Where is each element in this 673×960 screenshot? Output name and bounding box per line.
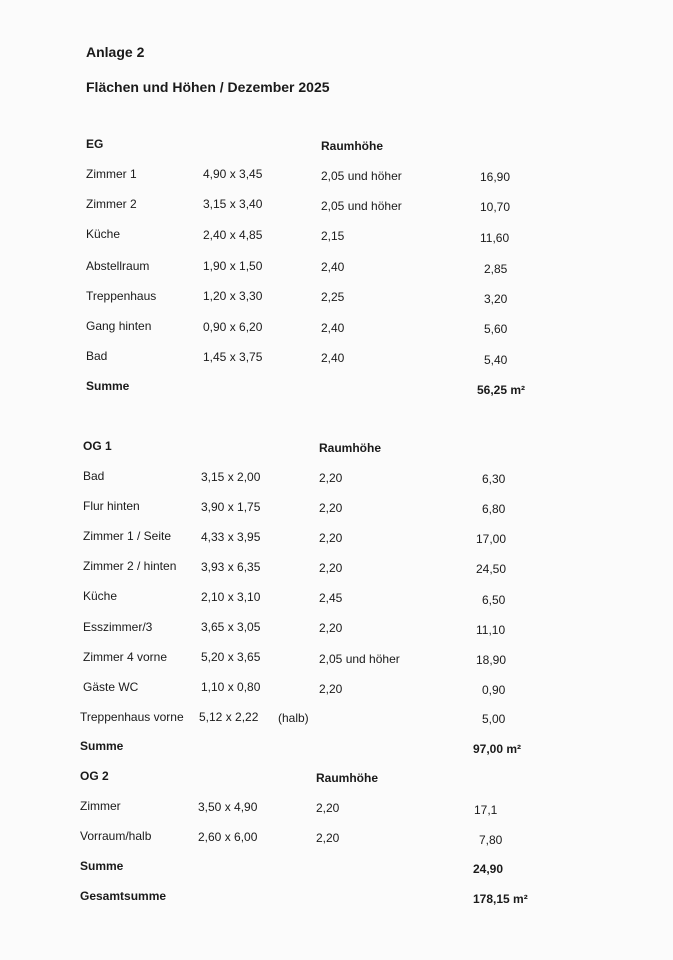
grand-total-value: 178,15 m² [473, 892, 528, 906]
room-height: 2,20 [316, 831, 340, 845]
sum-value-og1: 97,00 m² [473, 742, 522, 756]
attachment-title: Anlage 2 [86, 44, 145, 60]
room-area: 16,90 [480, 170, 511, 184]
room-dimensions: 2,10 x 3,10 [201, 590, 261, 604]
room-dimensions: 3,15 x 3,40 [203, 197, 263, 211]
room-dimensions: 3,93 x 6,35 [201, 560, 261, 574]
room-height: 2,40 [321, 260, 345, 274]
room-name: Zimmer [80, 799, 121, 813]
room-area: 2,85 [484, 262, 508, 276]
height-header-og2: Raumhöhe [316, 771, 379, 785]
room-name: Küche [83, 589, 118, 603]
room-name: Küche [86, 227, 121, 241]
room-height: 2,05 und höher [321, 169, 402, 183]
room-area: 5,60 [484, 322, 508, 336]
room-name: Gang hinten [86, 319, 152, 333]
room-dimensions: 0,90 x 6,20 [203, 320, 263, 334]
room-area: 5,00 [482, 712, 506, 726]
room-name: Gäste WC [83, 680, 139, 694]
room-area: 24,50 [476, 562, 507, 576]
room-dimensions: 5,12 x 2,22 [199, 710, 259, 724]
room-area: 6,50 [482, 593, 506, 607]
room-height: 2,20 [316, 801, 340, 815]
room-height: 2,05 und höher [319, 652, 400, 666]
section-title-og1: OG 1 [83, 439, 112, 453]
room-name: Vorraum/halb [80, 829, 152, 843]
room-name: Treppenhaus [86, 289, 157, 303]
room-height: 2,20 [319, 621, 343, 635]
room-height: 2,25 [321, 290, 345, 304]
room-area: 3,20 [484, 292, 508, 306]
room-height: 2,20 [319, 682, 343, 696]
room-dimensions: 3,65 x 3,05 [201, 620, 261, 634]
room-dimensions: 1,10 x 0,80 [201, 680, 261, 694]
room-area: 11,10 [476, 623, 506, 637]
room-area: 6,30 [482, 472, 506, 486]
room-name: Zimmer 2 [86, 197, 137, 211]
section-title-og2: OG 2 [80, 769, 109, 783]
room-area: 11,60 [480, 231, 510, 245]
room-dimensions: 2,60 x 6,00 [198, 830, 258, 844]
room-height: 2,20 [319, 561, 343, 575]
room-name: Zimmer 1 / Seite [83, 529, 172, 543]
room-height-note: (halb) [278, 711, 309, 725]
room-area: 7,80 [479, 833, 503, 847]
room-name: Zimmer 1 [86, 167, 137, 181]
sum-label-eg: Summe [86, 379, 130, 393]
document-subtitle: Flächen und Höhen / Dezember 2025 [86, 79, 330, 95]
room-height: 2,20 [319, 471, 343, 485]
room-height: 2,05 und höher [321, 199, 402, 213]
room-dimensions: 1,90 x 1,50 [203, 259, 263, 273]
room-height: 2,15 [321, 229, 345, 243]
room-name: Treppenhaus vorne [80, 710, 184, 724]
room-area: 5,40 [484, 353, 508, 367]
room-name: Zimmer 2 / hinten [83, 559, 177, 573]
room-area: 0,90 [482, 683, 506, 697]
room-area: 17,1 [474, 803, 498, 817]
room-height: 2,45 [319, 591, 343, 605]
room-area: 17,00 [476, 532, 507, 546]
room-area: 6,80 [482, 502, 506, 516]
room-height: 2,20 [319, 531, 343, 545]
room-dimensions: 4,33 x 3,95 [201, 530, 261, 544]
room-dimensions: 1,20 x 3,30 [203, 289, 263, 303]
sum-label-og2: Summe [80, 859, 124, 873]
room-area: 10,70 [480, 200, 511, 214]
room-dimensions: 5,20 x 3,65 [201, 650, 261, 664]
room-dimensions: 2,40 x 4,85 [203, 228, 263, 242]
room-dimensions: 1,45 x 3,75 [203, 350, 263, 364]
room-dimensions: 3,15 x 2,00 [201, 470, 261, 484]
sum-value-og2: 24,90 [473, 862, 504, 876]
room-height: 2,40 [321, 321, 345, 335]
room-dimensions: 4,90 x 3,45 [203, 167, 263, 181]
room-name: Flur hinten [83, 499, 140, 513]
room-height: 2,20 [319, 501, 343, 515]
room-height: 2,40 [321, 351, 345, 365]
room-dimensions: 3,50 x 4,90 [198, 800, 258, 814]
room-name: Zimmer 4 vorne [83, 650, 168, 664]
sum-label-og1: Summe [80, 739, 124, 753]
room-dimensions: 3,90 x 1,75 [201, 500, 261, 514]
sum-value-eg: 56,25 m² [477, 383, 526, 397]
grand-total-label: Gesamtsumme [80, 889, 167, 903]
room-area: 18,90 [476, 653, 507, 667]
room-name: Abstellraum [86, 259, 150, 273]
room-name: Esszimmer/3 [83, 620, 153, 634]
room-name: Bad [83, 469, 105, 483]
height-header-og1: Raumhöhe [319, 441, 382, 455]
section-title-eg: EG [86, 137, 104, 151]
height-header-eg: Raumhöhe [321, 139, 384, 153]
room-name: Bad [86, 349, 108, 363]
